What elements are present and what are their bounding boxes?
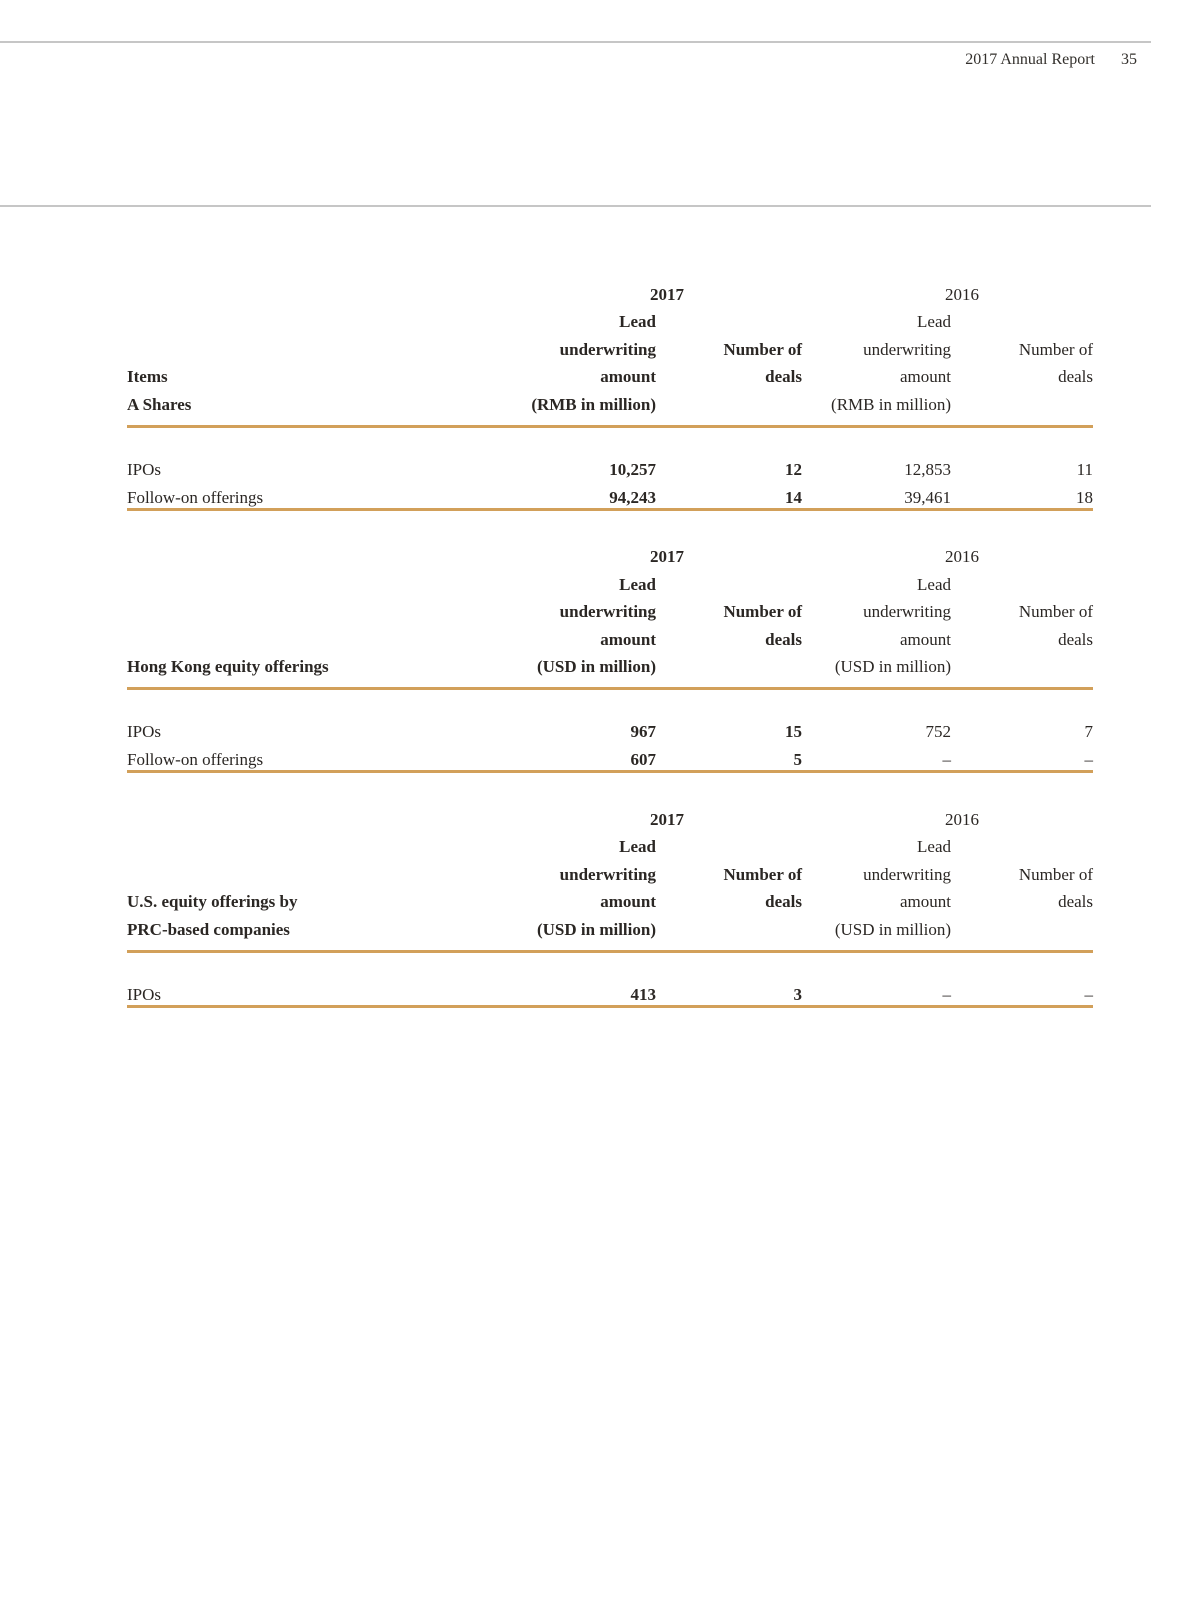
cell-deals-2017: 12: [785, 459, 802, 479]
table-bottom-rule: [127, 1005, 1093, 1008]
col-year-2016: 2016: [945, 284, 979, 304]
col-year-2017: 2017: [650, 809, 684, 829]
col-unit-2016: (USD in million): [834, 919, 951, 939]
col-deals-2017: deals: [765, 629, 802, 649]
col-lead-2017: Lead: [619, 312, 656, 331]
cell-deals-2016: 18: [1076, 487, 1093, 507]
col-year-2017: 2017: [650, 284, 684, 304]
cell-deals-2016: –: [1084, 750, 1093, 769]
col-lead-2016: Lead: [917, 837, 951, 856]
report-title: 2017 Annual Report: [965, 51, 1095, 68]
col-amount-2016: amount: [900, 892, 951, 911]
row-label-header-line2: Hong Kong equity offerings: [127, 657, 329, 676]
table-hong-kong-equity-offerings: [127, 540, 1093, 774]
cell-label: Follow-on offerings: [127, 487, 264, 507]
col-deals-2016: deals: [1058, 367, 1093, 386]
col-underwriting-2016: underwriting: [863, 864, 951, 884]
col-amount-2016: amount: [900, 629, 951, 649]
col-number-of-2016: Number of: [1018, 602, 1093, 621]
header-row-years: [127, 277, 1093, 305]
col-underwriting-2016: underwriting: [863, 339, 951, 359]
table-a-shares: [127, 277, 1093, 511]
col-deals-2017: deals: [765, 367, 802, 386]
table-bottom-rule: [127, 508, 1093, 511]
header-row-amount: [127, 885, 1093, 913]
header-row-units: [127, 387, 1093, 415]
cell-deals-2017: 14: [785, 487, 802, 507]
header-divider-line: [0, 41, 1151, 43]
col-amount-2016: amount: [900, 367, 951, 386]
cell-amount-2016: 12,853: [904, 459, 951, 479]
table-body: [127, 428, 1093, 508]
header-row-amount: [127, 360, 1093, 388]
cell-amount-2016: –: [942, 984, 951, 1004]
col-year-2017: 2017: [650, 547, 684, 566]
col-year-2016: 2016: [945, 547, 979, 566]
cell-amount-2017: 967: [630, 722, 656, 741]
cell-deals-2017: 3: [793, 984, 802, 1004]
cell-deals-2017: 15: [785, 722, 802, 741]
header-row-lead: [127, 830, 1093, 858]
table-row: [127, 452, 1093, 480]
cell-amount-2017: 413: [630, 984, 656, 1004]
row-label-header-line2: A Shares: [127, 394, 192, 414]
cell-label: IPOs: [127, 722, 162, 741]
col-unit-2016: (RMB in million): [831, 394, 951, 414]
cell-label: IPOs: [127, 459, 162, 479]
header-row-underwriting: [127, 595, 1093, 623]
col-underwriting-2016: underwriting: [863, 602, 951, 621]
col-number-of-2017: Number of: [723, 602, 802, 621]
cell-amount-2016: 752: [925, 722, 951, 741]
col-deals-2017: deals: [765, 892, 802, 911]
col-deals-2016: deals: [1058, 892, 1093, 911]
cell-amount-2017: 94,243: [609, 487, 656, 507]
col-deals-2016: deals: [1058, 629, 1093, 649]
table-bottom-rule: [127, 770, 1093, 773]
col-lead-2016: Lead: [917, 574, 951, 594]
header-row-lead: [127, 567, 1093, 595]
cell-amount-2016: –: [942, 750, 951, 769]
page-number: 35: [1121, 51, 1137, 68]
table-body: [127, 690, 1093, 770]
col-amount-2017: amount: [600, 892, 656, 911]
row-label-header-line1: Items: [127, 367, 168, 386]
page-content: [127, 0, 1093, 1008]
cell-deals-2016: –: [1084, 984, 1093, 1004]
col-underwriting-2017: underwriting: [559, 864, 656, 884]
col-underwriting-2017: underwriting: [559, 339, 656, 359]
col-number-of-2017: Number of: [723, 864, 802, 884]
header-row-underwriting: [127, 857, 1093, 885]
table-row: [127, 480, 1093, 508]
header-row-lead: [127, 305, 1093, 333]
header-row-years: [127, 540, 1093, 568]
cell-amount-2017: 10,257: [609, 459, 656, 479]
col-lead-2017: Lead: [619, 574, 656, 594]
cell-deals-2016: 7: [1084, 722, 1093, 741]
col-number-of-2017: Number of: [723, 339, 802, 359]
cell-deals-2017: 5: [793, 750, 802, 769]
table-row: [127, 714, 1093, 742]
col-amount-2017: amount: [600, 629, 656, 649]
header-row-units: [127, 650, 1093, 678]
col-number-of-2016: Number of: [1018, 864, 1093, 884]
cell-amount-2017: 607: [630, 750, 656, 769]
header-row-amount: [127, 622, 1093, 650]
col-unit-2017: (USD in million): [536, 657, 656, 676]
header-row-underwriting: [127, 332, 1093, 360]
col-unit-2017: (USD in million): [536, 919, 656, 939]
cell-deals-2016: 11: [1076, 459, 1093, 479]
col-number-of-2016: Number of: [1018, 339, 1093, 359]
cell-amount-2016: 39,461: [904, 487, 951, 507]
table-row: [127, 742, 1093, 770]
col-unit-2016: (USD in million): [834, 657, 951, 676]
table-us-equity-offerings: [127, 802, 1093, 1008]
section-divider-line: [0, 205, 1151, 207]
table-row: [127, 977, 1093, 1005]
row-label-header-line1: U.S. equity offerings by: [127, 892, 298, 911]
header-row-years: [127, 802, 1093, 830]
col-underwriting-2017: underwriting: [559, 602, 656, 621]
table-body: [127, 953, 1093, 1005]
cell-label: IPOs: [127, 984, 162, 1004]
cell-label: Follow-on offerings: [127, 750, 264, 769]
col-lead-2016: Lead: [917, 312, 951, 331]
col-lead-2017: Lead: [619, 837, 656, 856]
col-amount-2017: amount: [600, 367, 656, 386]
page-header: [965, 51, 1137, 69]
header-row-units: [127, 912, 1093, 940]
col-year-2016: 2016: [945, 809, 979, 829]
col-unit-2017: (RMB in million): [531, 394, 656, 414]
row-label-header-line2: PRC-based companies: [127, 919, 290, 939]
